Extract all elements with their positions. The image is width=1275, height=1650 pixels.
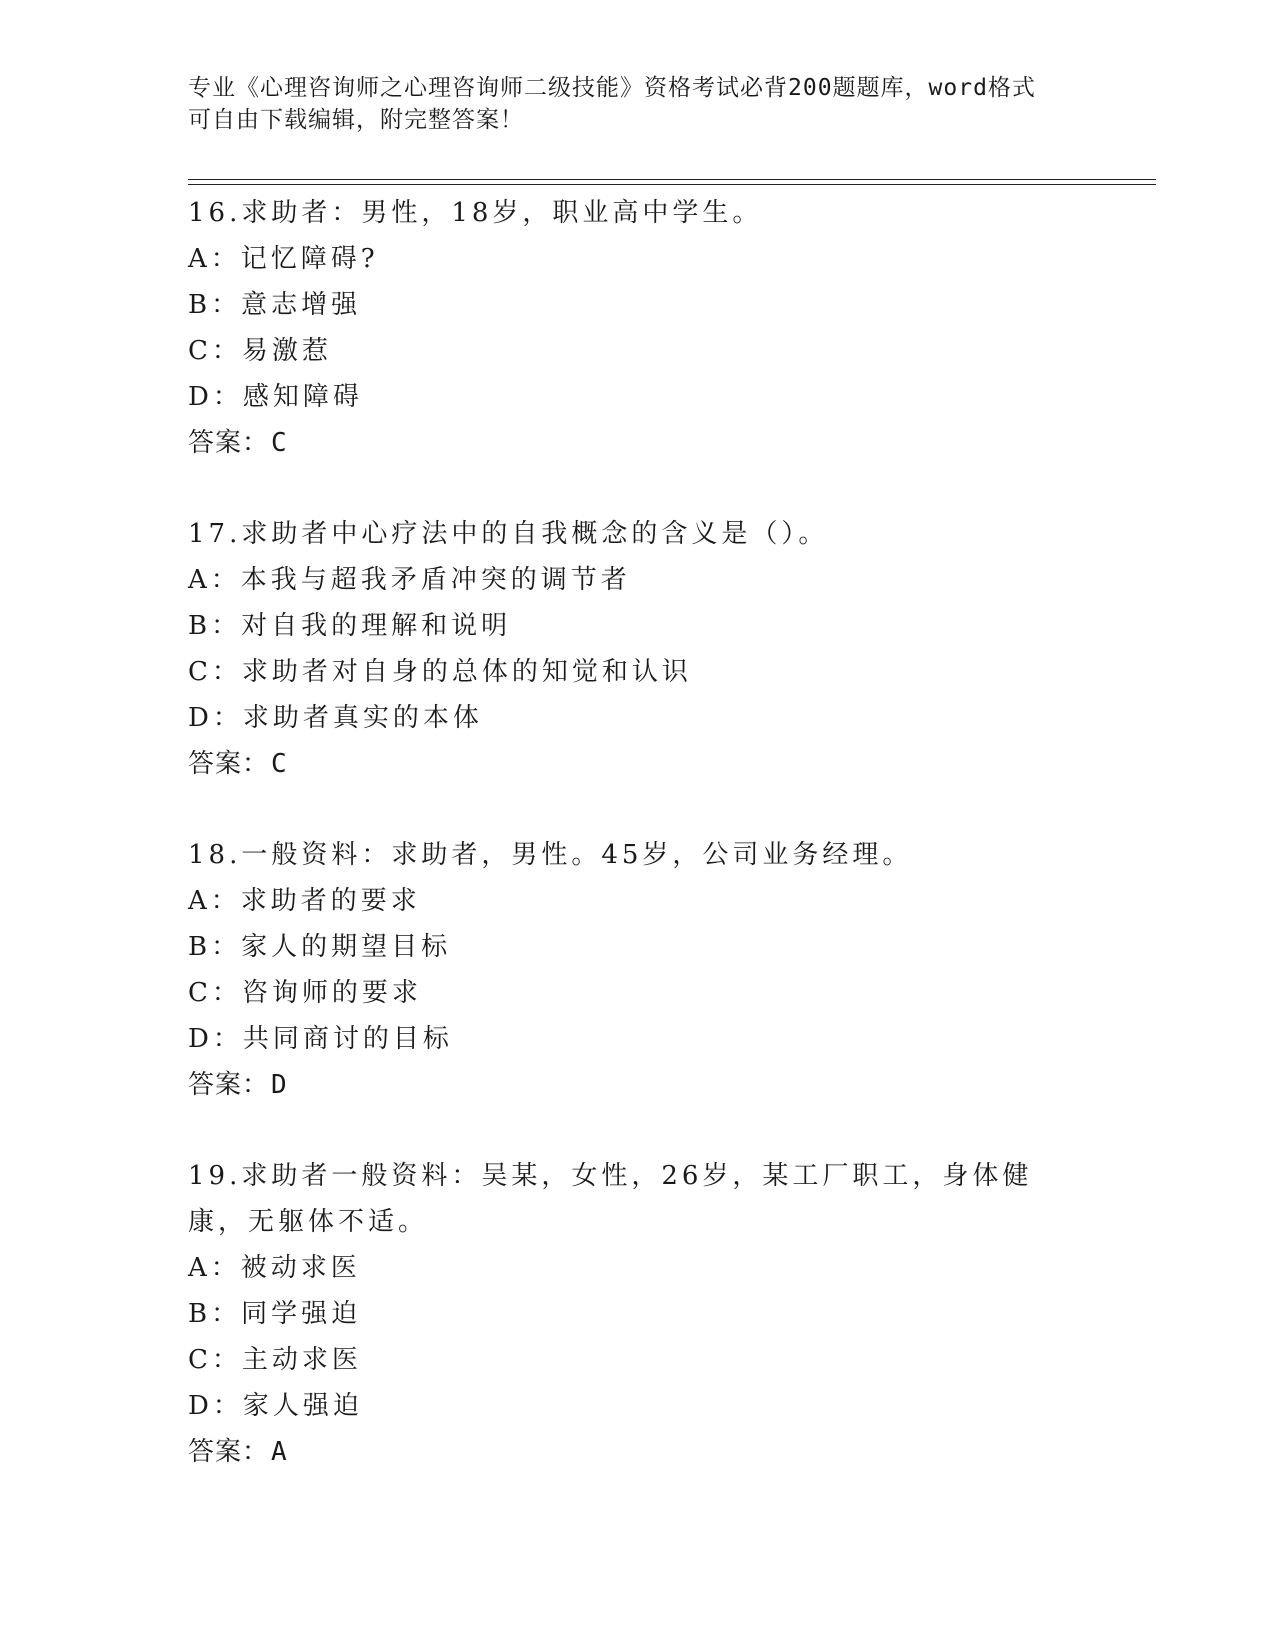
option-c: C：求助者对自身的总体的知觉和认识: [188, 657, 692, 687]
question-list: [188, 190, 1088, 1520]
option-a: A：被动求医: [188, 1253, 361, 1283]
option-b: B：意志增强: [188, 290, 362, 320]
option-b: B：同学强迫: [188, 1299, 362, 1329]
answer-label: 答案：: [188, 1437, 270, 1467]
answer-line: [188, 1062, 1088, 1108]
header-divider-top: [188, 179, 1156, 180]
answer-label: 答案：: [188, 749, 270, 779]
question-text: 16.求助者：男性，18岁，职业高中学生。: [188, 198, 763, 228]
option-d: D：家人强迫: [188, 1391, 363, 1421]
question-text: 17.求助者中心疗法中的自我概念的含义是（）。: [188, 519, 829, 549]
answer-line: [188, 1429, 1088, 1475]
option-d: D：共同商讨的目标: [188, 1024, 453, 1054]
answer-value: C: [271, 749, 288, 779]
header-line-2: 可自由下载编辑，附完整答案！: [188, 107, 524, 133]
answer-line: [188, 420, 1088, 466]
option-d: D：求助者真实的本体: [188, 703, 483, 733]
header-line-1: 专业《心理咨询师之心理咨询师二级技能》资格考试必背200题题库，word格式: [188, 75, 1036, 101]
answer-label: 答案：: [188, 1070, 270, 1100]
question-16: [188, 190, 1088, 466]
header-divider-bottom: [188, 184, 1156, 185]
option-c: C：咨询师的要求: [188, 978, 422, 1008]
question-text: 18.一般资料：求助者，男性。45岁，公司业务经理。: [188, 840, 913, 870]
answer-value: D: [271, 1070, 288, 1100]
document-header: [188, 72, 1088, 136]
option-a: A：本我与超我矛盾冲突的调节者: [188, 565, 631, 595]
answer-line: [188, 741, 1088, 787]
option-a: A：记忆障碍?: [188, 244, 379, 274]
question-19: [188, 1153, 1088, 1475]
answer-value: A: [271, 1437, 288, 1467]
option-a: A：求助者的要求: [188, 886, 421, 916]
question-text: 19.求助者一般资料：吴某，女性，26岁，某工厂职工，身体健康，无躯体不适。: [188, 1161, 1033, 1237]
question-18: [188, 832, 1088, 1108]
option-d: D：感知障碍: [188, 382, 363, 412]
option-b: B：对自我的理解和说明: [188, 611, 512, 641]
option-b: B：家人的期望目标: [188, 932, 452, 962]
answer-value: C: [271, 428, 288, 458]
answer-label: 答案：: [188, 428, 270, 458]
option-c: C：主动求医: [188, 1345, 362, 1375]
question-17: [188, 511, 1088, 787]
option-c: C：易激惹: [188, 336, 332, 366]
